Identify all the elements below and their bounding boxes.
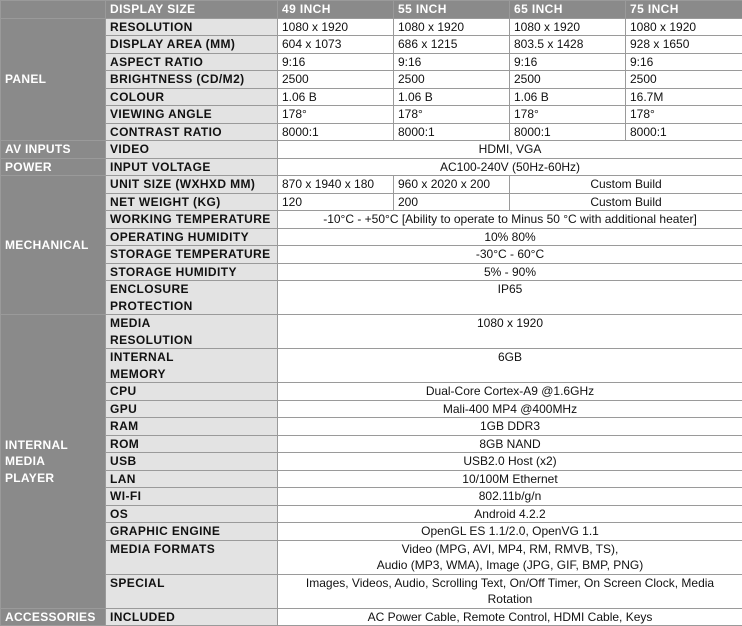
row-label: UNIT SIZE (WXHXD MM)	[106, 176, 278, 194]
cell: 178°	[394, 106, 510, 124]
cell: IP65	[278, 281, 742, 315]
section-av-inputs: AV INPUTS	[1, 141, 106, 159]
section-panel: PANEL	[1, 18, 106, 141]
cell: 2500	[510, 71, 626, 89]
row-label: INPUT VOLTAGE	[106, 158, 278, 176]
cell: 1080 x 1920	[394, 18, 510, 36]
cell: 802.11b/g/n	[278, 488, 742, 506]
table-row	[1, 158, 742, 176]
cell: Custom Build	[510, 193, 742, 211]
row-label-line: ENCLOSURE	[110, 281, 273, 298]
cell: 686 x 1215	[394, 36, 510, 54]
cell: AC Power Cable, Remote Control, HDMI Cable, Keys	[278, 608, 742, 626]
cell: 803.5 x 1428	[510, 36, 626, 54]
row-label: COLOUR	[106, 88, 278, 106]
cell: 178°	[278, 106, 394, 124]
cell: 2500	[394, 71, 510, 89]
cell: 1GB DDR3	[278, 418, 742, 436]
row-label: LAN	[106, 470, 278, 488]
row-label: MEDIA FORMATS	[106, 540, 278, 574]
table-row	[1, 176, 742, 194]
table-row	[1, 211, 742, 229]
table-row	[1, 383, 742, 401]
row-label-line: PROTECTION	[110, 298, 273, 315]
cell-line: Rotation	[282, 591, 738, 608]
section-accessories: ACCESSORIES	[1, 608, 106, 626]
table-row	[1, 505, 742, 523]
cell: 200	[394, 193, 510, 211]
row-label: USB	[106, 453, 278, 471]
row-label	[106, 281, 278, 315]
row-label: RESOLUTION	[106, 18, 278, 36]
section-line: INTERNAL	[5, 437, 101, 454]
table-row	[1, 418, 742, 436]
cell: 5% - 90%	[278, 263, 742, 281]
cell: Android 4.2.2	[278, 505, 742, 523]
table-row	[1, 141, 742, 159]
row-label-line: MEMORY	[110, 366, 273, 383]
cell: -30°C - 60°C	[278, 246, 742, 264]
cell	[278, 574, 742, 608]
table-row	[1, 523, 742, 541]
cell: 8000:1	[626, 123, 742, 141]
cell: 928 x 1650	[626, 36, 742, 54]
table-row	[1, 106, 742, 124]
cell: 2500	[626, 71, 742, 89]
row-label	[106, 315, 278, 349]
cell: 178°	[626, 106, 742, 124]
cell: 2500	[278, 71, 394, 89]
cell: Mali-400 MP4 @400MHz	[278, 400, 742, 418]
table-row	[1, 315, 742, 349]
table-row	[1, 228, 742, 246]
table-row	[1, 540, 742, 574]
table-row	[1, 193, 742, 211]
cell: 1080 x 1920	[278, 315, 742, 349]
table-row	[1, 36, 742, 54]
cell: 10% 80%	[278, 228, 742, 246]
cell: AC100-240V (50Hz-60Hz)	[278, 158, 742, 176]
row-label: DISPLAY AREA (MM)	[106, 36, 278, 54]
cell: 870 x 1940 x 180	[278, 176, 394, 194]
row-label: WI-FI	[106, 488, 278, 506]
section-line: MEDIA	[5, 453, 101, 470]
table-row	[1, 123, 742, 141]
cell: 178°	[510, 106, 626, 124]
table-row	[1, 349, 742, 383]
row-label: ROM	[106, 435, 278, 453]
section-internal-media-player	[1, 315, 106, 609]
header-corner	[1, 1, 106, 19]
cell: 1.06 B	[510, 88, 626, 106]
cell: HDMI, VGA	[278, 141, 742, 159]
cell: 8GB NAND	[278, 435, 742, 453]
header-size-49: 49 INCH	[278, 1, 394, 19]
row-label-line: RESOLUTION	[110, 332, 273, 349]
row-label	[106, 349, 278, 383]
table-row	[1, 608, 742, 626]
cell: 9:16	[394, 53, 510, 71]
cell: 9:16	[510, 53, 626, 71]
cell-line: Images, Videos, Audio, Scrolling Text, On/Off Timer, On Screen Clock, Media	[282, 575, 738, 592]
cell: 1080 x 1920	[510, 18, 626, 36]
cell: 1080 x 1920	[278, 18, 394, 36]
header-size-75: 75 INCH	[626, 1, 742, 19]
row-label: STORAGE HUMIDITY	[106, 263, 278, 281]
row-label: GRAPHIC ENGINE	[106, 523, 278, 541]
table-row	[1, 453, 742, 471]
cell: 8000:1	[278, 123, 394, 141]
section-line: PLAYER	[5, 470, 101, 487]
table-row	[1, 435, 742, 453]
row-label-line: INTERNAL	[110, 349, 273, 366]
header-label: DISPLAY SIZE	[106, 1, 278, 19]
row-label: BRIGHTNESS (CD/M2)	[106, 71, 278, 89]
cell: 10/100M Ethernet	[278, 470, 742, 488]
cell: 9:16	[278, 53, 394, 71]
cell: 6GB	[278, 349, 742, 383]
header-row	[1, 1, 742, 19]
row-label-line: MEDIA	[110, 315, 273, 332]
table-row	[1, 71, 742, 89]
cell: 8000:1	[510, 123, 626, 141]
table-row	[1, 18, 742, 36]
row-label: VIDEO	[106, 141, 278, 159]
row-label: NET WEIGHT (KG)	[106, 193, 278, 211]
cell: 16.7M	[626, 88, 742, 106]
cell: 9:16	[626, 53, 742, 71]
cell: -10°C - +50°C [Ability to operate to Minus 50 °C with additional heater]	[278, 211, 742, 229]
cell-line: Audio (MP3, WMA), Image (JPG, GIF, BMP, PNG)	[282, 557, 738, 574]
cell: 120	[278, 193, 394, 211]
table-row	[1, 263, 742, 281]
row-label: GPU	[106, 400, 278, 418]
table-row	[1, 53, 742, 71]
cell: 1.06 B	[278, 88, 394, 106]
cell: 1080 x 1920	[626, 18, 742, 36]
row-label: SPECIAL	[106, 574, 278, 608]
cell: 8000:1	[394, 123, 510, 141]
cell: OpenGL ES 1.1/2.0, OpenVG 1.1	[278, 523, 742, 541]
cell: USB2.0 Host (x2)	[278, 453, 742, 471]
cell: Custom Build	[510, 176, 742, 194]
row-label: ASPECT RATIO	[106, 53, 278, 71]
cell: 604 x 1073	[278, 36, 394, 54]
table-row	[1, 88, 742, 106]
section-mechanical: MECHANICAL	[1, 176, 106, 315]
row-label: OPERATING HUMIDITY	[106, 228, 278, 246]
row-label: CONTRAST RATIO	[106, 123, 278, 141]
row-label: WORKING TEMPERATURE	[106, 211, 278, 229]
table-row	[1, 281, 742, 315]
header-size-55: 55 INCH	[394, 1, 510, 19]
table-row	[1, 488, 742, 506]
cell: 960 x 2020 x 200	[394, 176, 510, 194]
row-label: INCLUDED	[106, 608, 278, 626]
table-row	[1, 246, 742, 264]
cell	[278, 540, 742, 574]
row-label: VIEWING ANGLE	[106, 106, 278, 124]
table-row	[1, 400, 742, 418]
table-row	[1, 574, 742, 608]
section-power: POWER	[1, 158, 106, 176]
cell: Dual-Core Cortex-A9 @1.6GHz	[278, 383, 742, 401]
row-label: OS	[106, 505, 278, 523]
table-row	[1, 470, 742, 488]
cell: 1.06 B	[394, 88, 510, 106]
row-label: RAM	[106, 418, 278, 436]
header-size-65: 65 INCH	[510, 1, 626, 19]
cell-line: Video (MPG, AVI, MP4, RM, RMVB, TS),	[282, 541, 738, 558]
row-label: STORAGE TEMPERATURE	[106, 246, 278, 264]
row-label: CPU	[106, 383, 278, 401]
